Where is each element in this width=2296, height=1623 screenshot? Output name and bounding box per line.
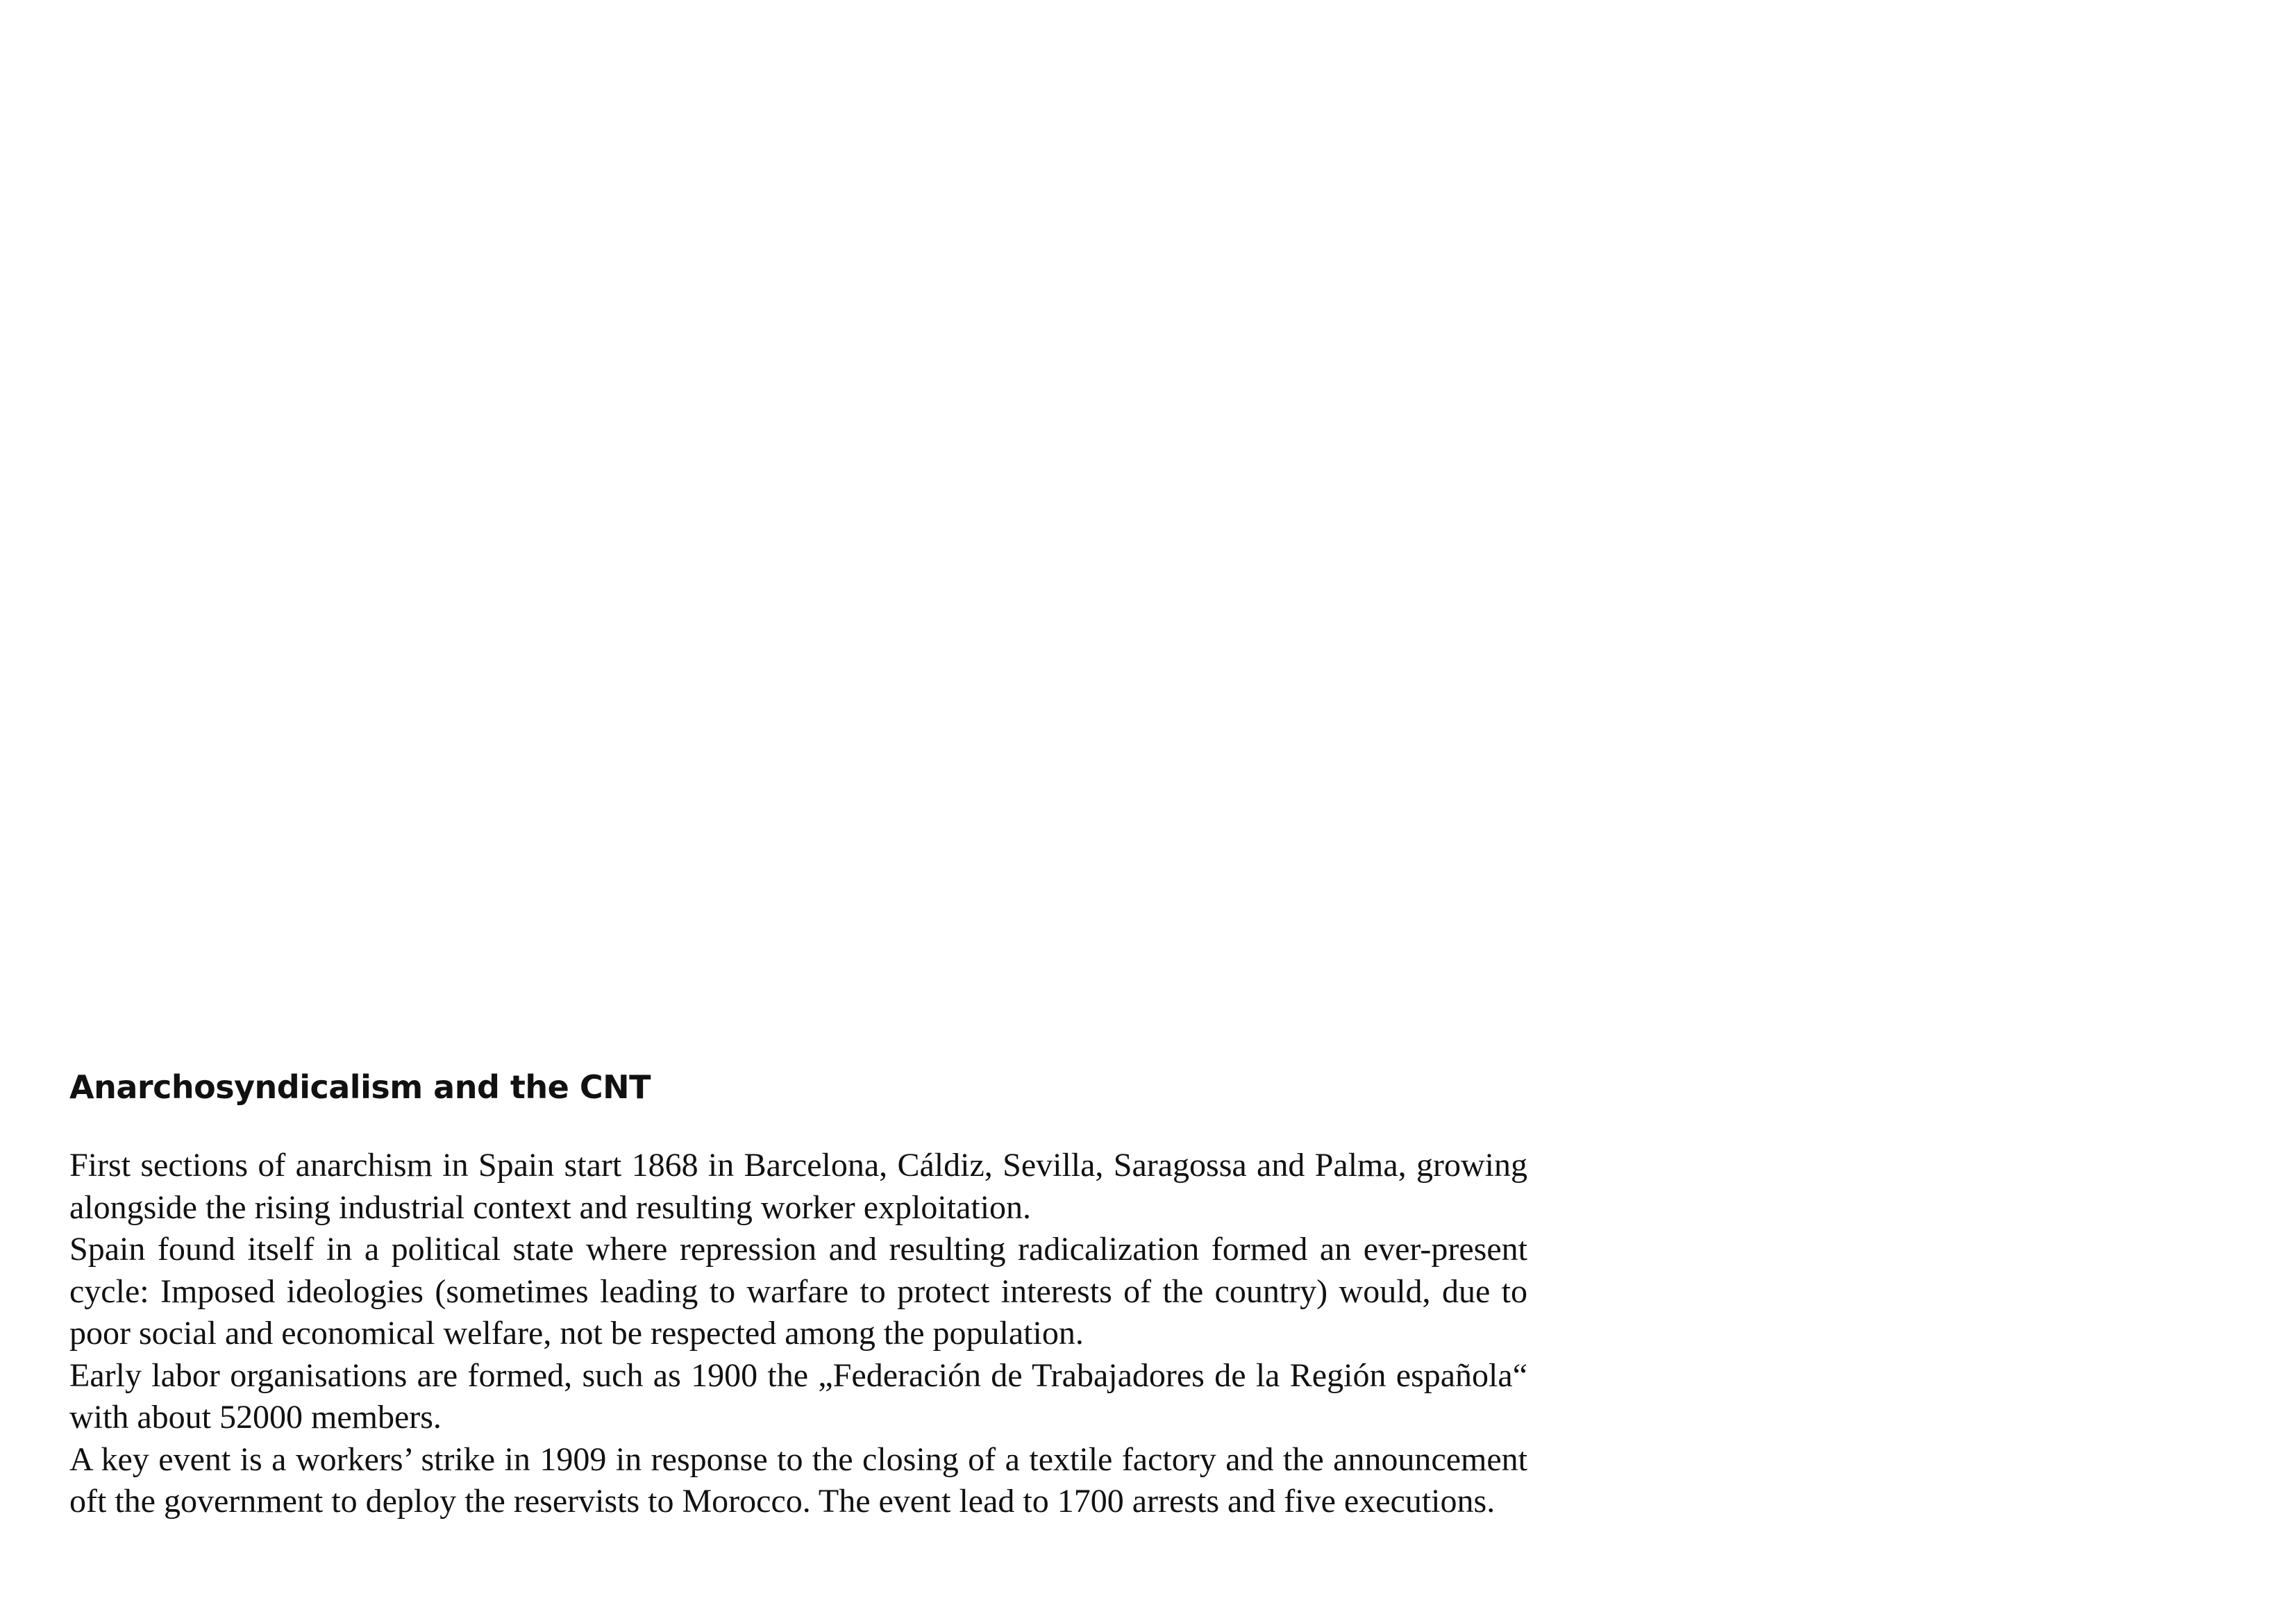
paragraph: First sections of anarchism in Spain start 1868 in Barcelona, Cáldiz, Sevilla, Saragossa and Palma, growing alongside the rising industrial context and resulting worker exploitation. [69,1147,1527,1226]
text-section [69,1066,1527,1523]
body-text [69,1145,1527,1523]
paragraph: Early labor organisations are formed, such as 1900 the „Federación de Trabajadores de la Región española“ with about 52000 members. [69,1356,1527,1436]
paragraph: A key event is a workers’ strike in 1909 in response to the closing of a textile factory and the announcement oft the government to deploy the reservists to Morocco. The event lead to 1700 arrests and five executions. [69,1440,1527,1520]
paragraph: Spain found itself in a political state where repression and resulting radicalization formed an ever-present cycle: Imposed ideologies (sometimes leading to warfare to protect interests of the country) would, due to poor social and economical welfare, not be respected among the population. [69,1231,1527,1352]
section-heading: Anarchosyndicalism and the CNT [69,1068,651,1106]
